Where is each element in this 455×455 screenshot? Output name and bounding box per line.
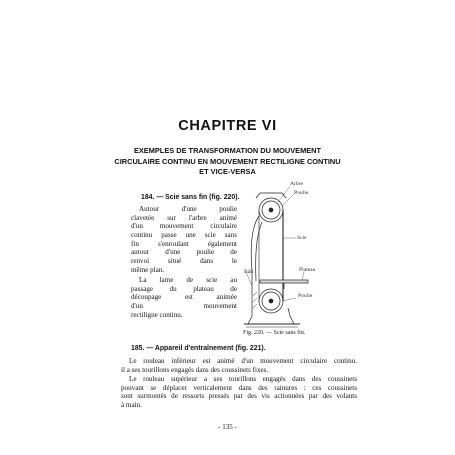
text-line: rectiligne continu. [131, 310, 183, 319]
text-line: même plan. [131, 265, 165, 274]
section-184-heading: 184. — Scie sans fin (fig. 220). [141, 194, 240, 201]
section-185-paragraph-1 [121, 357, 357, 374]
text-line: fin s'enroulant également [131, 239, 237, 248]
text-line: découpage est animée [131, 293, 237, 302]
figure-caption: Fig. 220. — Scie sans fin. [243, 330, 306, 336]
text-line: sont surmontés de ressorts pressés par des vis actionnées par des volants [121, 392, 357, 401]
chapter-title: CHAPITRE VI [178, 118, 277, 134]
text-line: pouvant se déplacer verticalement dans des rainures : ces coussinets [121, 383, 357, 392]
label-poulie-bottom: Poulie [298, 293, 313, 299]
text-line: clavetée sur l'arbre animé [131, 213, 237, 222]
text-line: il a ses tourillons engagés dans des coussinets fixes. [121, 365, 269, 374]
label-arbre: Arbre [290, 181, 304, 187]
label-bati: Bâti [244, 269, 254, 275]
text-line: Autour d'une poulie [139, 205, 237, 213]
text-line: d'un mouvement [131, 301, 237, 310]
label-poulie-top: Poulie [294, 190, 309, 196]
label-plateau: Plateau [299, 267, 316, 273]
section-185-heading: 185. — Appareil d'entraînement (fig. 221). [131, 345, 266, 352]
section-184-paragraph-2 [131, 276, 237, 319]
text-line: autour d'une poulie de [131, 248, 237, 257]
text-line: Le rouleau supérieur a ses tourillons engagés dans des coussinets [129, 375, 357, 383]
text-line: renvoi situé dans le [131, 256, 237, 265]
cutting-table [260, 280, 308, 283]
label-scie: Scie [297, 235, 307, 241]
subtitle-line: EXEMPLES DE TRANSFORMATION DU MOUVEMENT [133, 146, 322, 155]
subtitle-line: CIRCULAIRE CONTINU EN MOUVEMENT RECTILIGNE CONTINU [114, 156, 341, 166]
page-number: - 135 - [218, 423, 237, 431]
text-line: La lame de scie au [139, 276, 237, 284]
subtitle-line: ET VICE-VERSA [199, 167, 256, 177]
chapter-subtitle [100, 146, 355, 178]
text-line: Le rouleau inférieur est animé d'un mouvement circulaire continu. [129, 357, 357, 365]
text-line: d'un mouvement circulaire [131, 222, 237, 231]
text-line: à main. [121, 400, 142, 409]
text-line: passage du plateau de [131, 284, 237, 293]
band-saw-figure [238, 176, 338, 331]
section-185-paragraph-2 [121, 375, 357, 410]
section-184-paragraph-1 [131, 205, 237, 274]
text-line: continu passe une scie sans [131, 230, 237, 239]
